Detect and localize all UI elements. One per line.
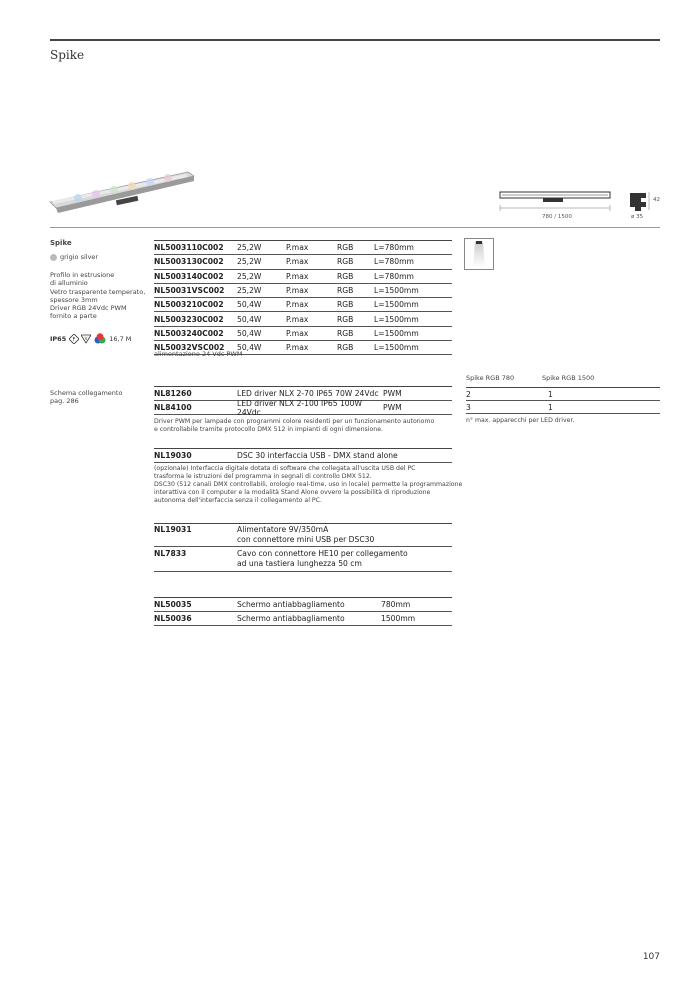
- compat-header-cell: Spike RGB 1500: [542, 374, 595, 382]
- accessory-code: NL19031: [154, 525, 192, 534]
- note-line: (opzionale) Interfaccia digitale dotata di software che collegata all'uscita USB del PC: [154, 465, 416, 472]
- ip-rating: IP65: [50, 334, 67, 343]
- product-row: [154, 255, 452, 269]
- product-code: NL5003130C002: [154, 255, 237, 269]
- driver-row: [154, 398, 452, 417]
- product-length: L=1500mm: [374, 283, 452, 297]
- compat-row: [466, 388, 660, 401]
- note-line: autonoma dell'interfaccia senza il collegamento al PC.: [154, 496, 322, 504]
- dsc-code: NL19030: [154, 451, 192, 460]
- diameter-dimension: ø 35: [631, 214, 644, 220]
- driver-desc: LED driver NLX 2-70 IP65 70W 24Vdc: [237, 389, 379, 398]
- note-line: DSC30 (512 canali DMX controllabili, orologio real-time, uso in locale) permette la programmazione: [154, 480, 463, 488]
- product-color: RGB: [337, 341, 374, 355]
- accessory-code: NL7833: [154, 549, 187, 558]
- product-row: [154, 241, 452, 255]
- product-color: RGB: [337, 312, 374, 326]
- compat-cell: 2: [466, 389, 471, 399]
- driver-type: PWM: [383, 389, 402, 398]
- screen-row: [154, 612, 452, 626]
- note-line: trasforma le istruzioni del programma in segnali di controllo DMX 512.: [154, 472, 372, 480]
- screen-desc: Schermo antiabbagliamento: [237, 600, 345, 609]
- description-line: di alluminio: [50, 279, 88, 288]
- screen-length: 780mm: [381, 600, 411, 609]
- dsc-desc: DSC 30 interfaccia USB - DMX stand alone: [237, 451, 398, 460]
- beam-icon: [465, 239, 493, 269]
- note-line: interattiva con il computer e la modalità Stand Alone ovvero la possibilità di riproduzione: [154, 488, 431, 496]
- product-length: L=1500mm: [374, 312, 452, 326]
- product-color: RGB: [337, 298, 374, 312]
- product-code: NL50032VSC002: [154, 341, 237, 355]
- product-code: NL5003210C002: [154, 298, 237, 312]
- screen-code: NL50036: [154, 614, 192, 623]
- product-row: [154, 269, 452, 283]
- compat-header: [466, 374, 660, 382]
- screens-list: [154, 598, 452, 626]
- product-power: 25,2W: [237, 241, 286, 255]
- product-color: RGB: [337, 283, 374, 297]
- finish-label: grigio silver: [60, 253, 99, 261]
- product-power: 50,4W: [237, 298, 286, 312]
- power-note: alimentazione 24 Vdc PWM: [154, 350, 243, 358]
- screen-row: [154, 598, 452, 612]
- screen-length: 1500mm: [381, 614, 416, 623]
- accessories-list: [154, 525, 452, 572]
- description-line: fornito a parte: [50, 312, 97, 321]
- compat-cell: 3: [466, 402, 471, 412]
- accessory-line: ad una tastiera lunghezza 50 cm: [237, 559, 362, 568]
- height-dimension: 42: [653, 197, 660, 203]
- product-length: L=1500mm: [374, 341, 452, 355]
- note-line: e controllabile tramite protocollo DMX 512 in impianti di ogni dimensione.: [154, 425, 383, 433]
- product-pmax: P.max: [286, 269, 337, 283]
- product-code: NL5003230C002: [154, 312, 237, 326]
- product-length: L=780mm: [374, 269, 452, 283]
- svg-text:F: F: [72, 336, 76, 343]
- technical-drawing-section: [627, 190, 651, 216]
- screen-desc: Schermo antiabbagliamento: [237, 614, 345, 623]
- product-power: 25,2W: [237, 269, 286, 283]
- wiring-scheme-ref: [50, 389, 122, 406]
- product-pmax: P.max: [286, 298, 337, 312]
- product-pmax: P.max: [286, 255, 337, 269]
- finish: [50, 253, 98, 261]
- product-row: [154, 298, 452, 312]
- compat-row: [466, 401, 660, 414]
- product-length: L=1500mm: [374, 298, 452, 312]
- description-line: Profilo in estrusione: [50, 271, 115, 279]
- product-row: [154, 326, 452, 340]
- product-color: RGB: [337, 269, 374, 283]
- driver-code: NL81260: [154, 389, 192, 398]
- product-pmax: P.max: [286, 341, 337, 355]
- product-name: Spike: [50, 239, 72, 247]
- screen-code: NL50035: [154, 600, 192, 609]
- product-image: [48, 168, 198, 216]
- product-pmax: P.max: [286, 326, 337, 340]
- dsc-row: [154, 449, 452, 463]
- scheme-page: pag. 286: [50, 397, 79, 406]
- product-code: NL50031VSC002: [154, 283, 237, 297]
- product-row: [154, 283, 452, 297]
- compat-table: [466, 388, 660, 414]
- rgb-icon: [94, 333, 106, 344]
- product-power: 25,2W: [237, 255, 286, 269]
- note-line: Driver PWM per lampade con programmi colore residenti per un funzionamento autonomo: [154, 418, 435, 425]
- product-power: 25,2W: [237, 283, 286, 297]
- accessories-top-rule: [154, 523, 452, 524]
- product-table: [154, 240, 452, 355]
- length-dimension: 780 / 1500: [542, 214, 572, 220]
- f-mark-icon: [69, 334, 79, 344]
- product-power: 50,4W: [237, 341, 286, 355]
- description-line: Vetro trasparente temperato,: [50, 287, 146, 296]
- product-description: [50, 271, 145, 321]
- product-length: L=1500mm: [374, 326, 452, 340]
- product-code: NL5003240C002: [154, 326, 237, 340]
- dsc-note: [154, 465, 462, 505]
- accessory-line: Alimentatore 9V/350mA: [237, 525, 329, 534]
- product-code: NL5003140C002: [154, 269, 237, 283]
- product-power: 50,4W: [237, 326, 286, 340]
- product-pmax: P.max: [286, 312, 337, 326]
- scheme-title: Schema collegamento: [50, 389, 123, 397]
- product-code: NL5003110C002: [154, 241, 237, 255]
- driver-code: NL84100: [154, 403, 192, 412]
- product-power: 50,4W: [237, 312, 286, 326]
- drivers-list: [154, 387, 452, 415]
- driver-note: [154, 418, 434, 434]
- accessory-line: Cavo con connettore HE10 per collegamento: [237, 549, 408, 558]
- product-row: [154, 312, 452, 326]
- page-number: 107: [642, 952, 660, 962]
- driver-type: PWM: [383, 403, 402, 412]
- triangle-mark-icon: [81, 334, 91, 344]
- description-line: Driver RGB 24Vdc PWM: [50, 304, 127, 313]
- accessory-row: [154, 525, 452, 547]
- top-rule: [50, 39, 660, 41]
- product-length: L=780mm: [374, 255, 452, 269]
- compat-cell: 1: [548, 402, 553, 412]
- product-pmax: P.max: [286, 283, 337, 297]
- description-line: spessore 3mm: [50, 295, 98, 304]
- accessory-desc: [237, 525, 374, 546]
- product-color: RGB: [337, 241, 374, 255]
- product-pmax: P.max: [286, 241, 337, 255]
- accessory-desc: [237, 549, 408, 571]
- page-title: Spike: [50, 48, 85, 62]
- beam-angle-icon: [464, 238, 494, 270]
- finish-swatch: [50, 254, 57, 261]
- product-length: L=780mm: [374, 241, 452, 255]
- product-color: RGB: [337, 255, 374, 269]
- compat-cell: 1: [548, 389, 553, 399]
- certifications: [50, 333, 131, 344]
- product-color: RGB: [337, 326, 374, 340]
- svg-text:V: V: [84, 335, 88, 341]
- driver-desc: LED driver NLX 2-100 IP65 100W 24Vdc: [237, 398, 362, 417]
- compat-header-cell: Spike RGB 780: [466, 374, 515, 382]
- compat-note: n° max. apparecchi per LED driver.: [466, 417, 575, 424]
- color-count: 16,7 M: [109, 334, 132, 343]
- accessory-line: con connettore mini USB per DSC30: [237, 535, 375, 544]
- section-rule: [50, 227, 660, 228]
- accessory-row: [154, 547, 452, 572]
